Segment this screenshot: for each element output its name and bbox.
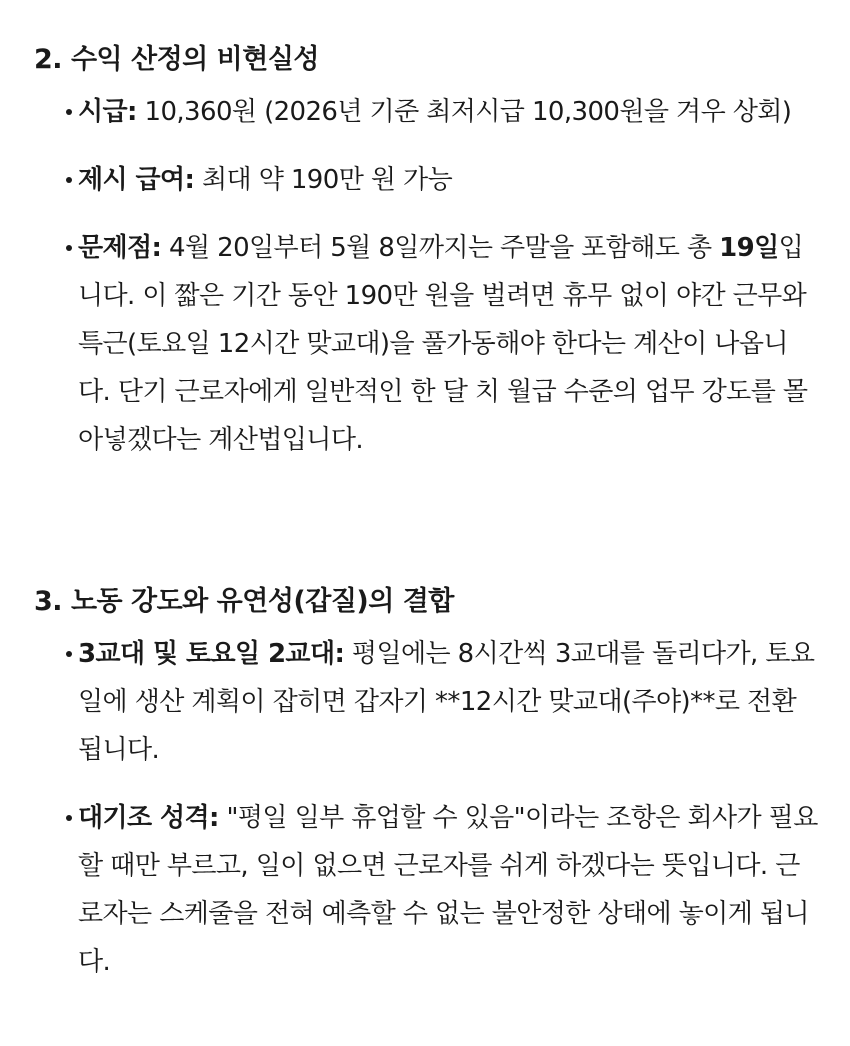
item-text-before: 4월 20일부터 5월 8일까지는 주말을 포함해도 총 bbox=[161, 233, 720, 263]
bullet-icon bbox=[66, 109, 72, 115]
bullet-icon bbox=[66, 177, 72, 183]
list-item-standby bbox=[34, 794, 820, 986]
item-text: 평일에는 8시간씩 3교대를 돌리다가, 토요일에 생산 계획이 잡히면 갑자기 **12시간 맞교대(주야)**로 전환됩니다. bbox=[78, 639, 815, 765]
bullet-icon bbox=[66, 815, 72, 821]
item-label: 대기조 성격: bbox=[78, 803, 219, 833]
section-heading: 2. 수익 산정의 비현실성 bbox=[34, 44, 319, 75]
item-text: "평일 일부 휴업할 수 있음"이라는 조항은 회사가 필요할 때만 부르고, 일이 없으면 근로자를 쉬게 하겠다는 뜻입니다. 근로자는 스케줄을 전혀 예측할 수 없는 불안정한 상태에 놓이게 됩니다. bbox=[78, 803, 818, 977]
bullet-list bbox=[34, 630, 820, 986]
section-revenue-unrealistic bbox=[34, 36, 820, 464]
item-text-after: 입니다. 이 짧은 기간 동안 190만 원을 벌려면 휴무 없이 야간 근무와 특근(토요일 12시간 맞교대)을 풀가동해야 한다는 계산이 나옵니다. 단기 근로자에게 일반적인 한 달 치 월급 수준의 업무 강도를 몰아넣겠다는 계산법입니다. bbox=[78, 233, 808, 455]
bullet-list bbox=[34, 88, 820, 464]
item-label: 시급: bbox=[78, 97, 137, 127]
item-label: 문제점: bbox=[78, 233, 162, 263]
list-item-shift-system bbox=[34, 630, 820, 774]
item-label: 3교대 및 토요일 2교대: bbox=[78, 639, 345, 669]
item-text: 10,360원 (2026년 기준 최저시급 10,300원을 겨우 상회) bbox=[136, 97, 792, 127]
section-heading: 3. 노동 강도와 유연성(갑질)의 결합 bbox=[34, 586, 454, 617]
list-item-offered-pay bbox=[34, 156, 820, 204]
list-item-problem bbox=[34, 224, 820, 464]
item-emphasis: 19일 bbox=[719, 233, 779, 263]
bullet-icon bbox=[66, 651, 72, 657]
bullet-icon bbox=[66, 245, 72, 251]
list-item-hourly-wage bbox=[34, 88, 820, 136]
section-labor-intensity bbox=[34, 578, 820, 986]
item-text: 최대 약 190만 원 가능 bbox=[194, 165, 453, 195]
item-label: 제시 급여: bbox=[78, 165, 195, 195]
